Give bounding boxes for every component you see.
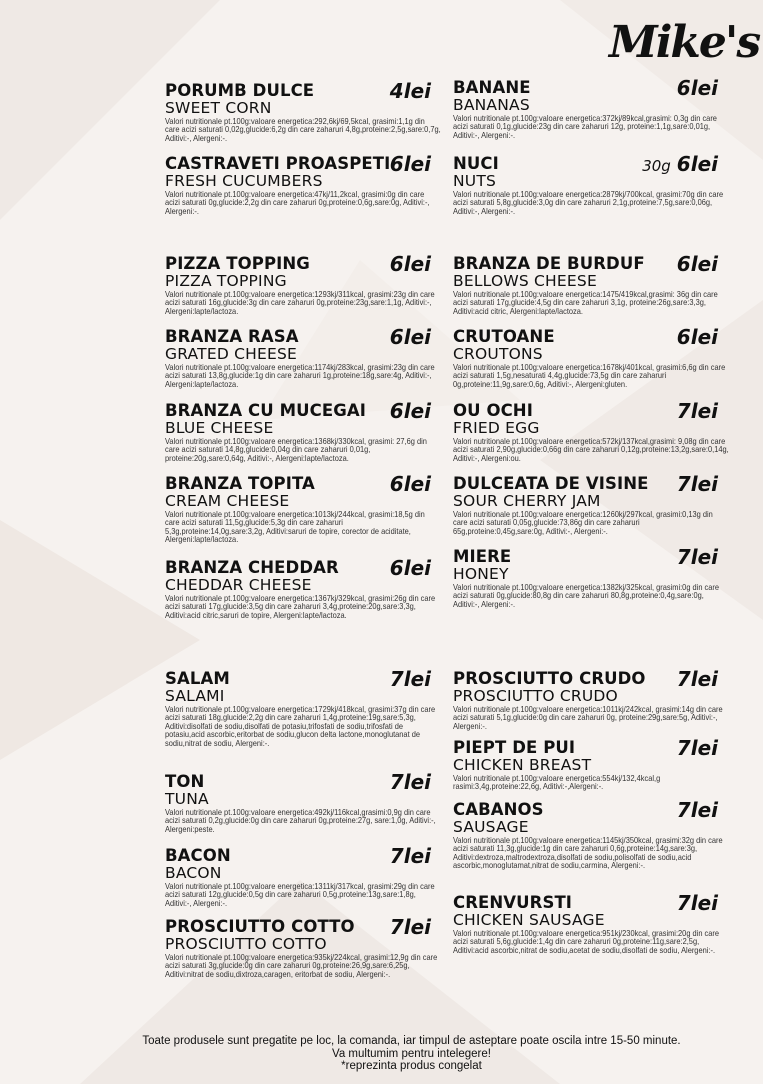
menu-item — [453, 252, 718, 316]
item-english-name: HONEY — [453, 565, 509, 583]
item-english-name: BELLOWS CHEESE — [453, 272, 597, 290]
item-english-name: NUTS — [453, 172, 497, 190]
menu-item — [165, 770, 436, 834]
item-price: 7lei — [676, 891, 718, 915]
footer-line-preparation: Toate produsele sunt pregatite pe loc, la comanda, iar timpul de asteptare poate oscila intre 15-50 minute. — [142, 1035, 681, 1047]
item-price: 7lei — [389, 667, 431, 691]
footer-note — [0, 1035, 763, 1073]
item-english-name: PROSCIUTTO COTTO — [165, 935, 327, 953]
item-price: 6lei — [389, 252, 431, 276]
item-price: 7lei — [676, 667, 718, 691]
item-nutrition: Valori nutritionale pt.100g:valoare energetica:1729kj/418kcal, grasimi:37g din care acizi saturati 18g,glucide:2,2g din care zaharuri 1,4g,proteine:19g,sare:5,3g, Aditivi:disolfati de sodiu,disolfati de potasiu,trifosfati de sodiu,trifosfati de potasiu,acid ascorbic,eritorbat de sodiu,glucon delta lactone,monoglutanat de sodiu,nitrat de sodiu, Alergeni:-. — [165, 705, 436, 748]
item-price: 7lei — [389, 915, 431, 939]
footer-line-thanks: Va multumim pentru intelegere! — [332, 1047, 491, 1060]
menu-item — [165, 325, 435, 389]
item-english-name: CREAM CHEESE — [165, 492, 290, 510]
item-english-name: CROUTONS — [453, 345, 543, 363]
menu-item — [165, 556, 436, 620]
item-name: TON — [165, 772, 205, 791]
menu-item — [453, 472, 718, 536]
item-price: 6lei — [389, 472, 431, 496]
item-name: BRANZA CU MUCEGAI — [165, 401, 366, 420]
menu-item — [165, 79, 441, 143]
menu-item — [165, 252, 435, 316]
menu-item — [165, 667, 436, 748]
item-name: BRANZA DE BURDUF — [453, 254, 645, 273]
item-price: 6lei — [389, 556, 431, 580]
item-name: MIERE — [453, 547, 512, 566]
item-price: 6lei — [676, 325, 718, 349]
menu-item — [453, 399, 729, 463]
item-name: OU OCHI — [453, 401, 533, 420]
footer-line-frozen: *reprezinta produs congelat — [341, 1060, 482, 1072]
menu-item — [453, 736, 718, 792]
item-nutrition: Valori nutritionale pt.100g:valoare energetica:1145kj/350kcal, grasimi:32g din care acizi saturati 11,3g,glucide:1g din care zaharuri 0,6g,proteine:14g,sare:3g, Aditivi:dextroza,maltrodextroza,disolfati de sodiu,polisolfati de sodiu,acid ascorbic,monoglutamat,nitrat de sodiu,carmina, Alergeni:-. — [453, 836, 723, 871]
menu-item — [453, 545, 720, 609]
item-english-name: SAUSAGE — [453, 818, 529, 836]
item-nutrition: Valori nutritionale pt.100g:valoare energetica:1368kj/330kcal, grasimi: 27,6g din care acizi saturati 14,8g,glucide:0,04g din care zaharuri 0,01g, proteine:20g,sare:0,64g, Aditivi:-, Alergeni:lapte/lactoza. — [165, 437, 427, 463]
item-english-name: FRESH CUCUMBERS — [165, 172, 323, 190]
item-english-name: CHEDDAR CHEESE — [165, 576, 312, 594]
item-name: PIZZA TOPPING — [165, 254, 310, 273]
item-price: 7lei — [676, 399, 718, 423]
item-name: PIEPT DE PUI — [453, 738, 576, 757]
item-english-name: BANANAS — [453, 96, 530, 114]
item-english-name: CHICKEN SAUSAGE — [453, 911, 605, 929]
menu-item — [165, 472, 431, 545]
item-nutrition: Valori nutritionale pt.100g:valoare energetica:1311kj/317kcal, grasimi:29g din care acizi saturati 12g,glucide:0,5g din care zaharuri 0,5g,proteine:13g,sare:1,8g, Aditivi:-, Alergeni:-. — [165, 882, 435, 908]
item-nutrition: Valori nutritionale pt.100g:valoare energetica:1011kj/242kcal, grasimi:14g din care acizi saturati 5,1g,glucide:0g din care zaharuri 0g, proteine:29g,sare:5g, Aditivi:-, Alergeni:-. — [453, 705, 723, 731]
item-nutrition: Valori nutritionale pt.100g:valoare energetica:935kj/224kcal, grasimi:12,9g din care acizi saturati 3g,glucide:0g din care zaharuri 0g,proteine:26,9g,sare:6,25g, Aditivi:nitrat de sodiu,dixtroza,caragen, eritorbat de sodiu, Alergeni:-. — [165, 953, 438, 979]
item-nutrition: Valori nutritionale pt.100g:valoare energetica:572kj/137kcal,grasimi: 9,08g din care acizi saturati 2,90g,glucide:0,66g din care zaharuri 0,12g,proteine:13,2g,sare:0,14g, Aditivi:-, Alergeni:ou. — [453, 437, 729, 463]
menu-item — [165, 915, 438, 979]
item-name: BACON — [165, 846, 231, 865]
menu-item — [165, 152, 431, 216]
item-english-name: PROSCIUTTO CRUDO — [453, 687, 618, 705]
menu-item — [453, 325, 726, 389]
item-name: NUCI — [453, 154, 499, 173]
menu-item — [453, 76, 718, 140]
item-english-name: GRATED CHEESE — [165, 345, 297, 363]
item-english-name: SOUR CHERRY JAM — [453, 492, 601, 510]
item-nutrition: Valori nutritionale pt.100g:valoare energetica:1382kj/325kcal, grasimi:0g din care acizi saturati 0g,glucide:80,8g din care zaharuri 80,8g,proteine:0,4g,sare:0g, Aditivi:-, Alergeni:-. — [453, 583, 720, 609]
item-name: BANANE — [453, 78, 531, 97]
item-name: CRENVURSTI — [453, 893, 573, 912]
menu-item — [165, 399, 431, 463]
menu-item — [453, 152, 724, 216]
item-english-name: SALAMI — [165, 687, 225, 705]
item-price: 7lei — [389, 770, 431, 794]
item-price: 7lei — [389, 844, 431, 868]
brand-logo: Mike's — [609, 17, 760, 68]
item-price: 7lei — [676, 545, 718, 569]
item-price-value: 6lei — [676, 152, 718, 176]
item-name: CRUTOANE — [453, 327, 555, 346]
item-nutrition: Valori nutritionale pt.100g:valoare energetica:1367kj/329kcal, grasimi:26g din care acizi saturati 17g,glucide:3,5g din care zaharuri 3,4g,proteine:20g,sare:3,3g, Aditivi:acid citric,saruri de topire, Alergeni:lapte/lactoza. — [165, 594, 436, 620]
item-weight: 30g — [642, 157, 671, 175]
item-nutrition: Valori nutritionale pt.100g:valoare energetica:2879kj/700kcal, grasimi:70g din care acizi saturati 5,8g,glucide:3,0g din care zaharuri 2,1g,proteine:7,5g,sare:0,06g, Aditivi:-, Alergeni:-. — [453, 190, 724, 216]
item-price: 6lei — [389, 152, 431, 176]
item-nutrition: Valori nutritionale pt.100g:valoare energetica:1678kj/401kcal, grasimi:6,6g din care acizi saturati 1,5g,nesaturati 4,4g,glucide:73,5g din care zaharuri 0g,proteine:11,9g,sare:0,6g, Aditivi:-, Alergeni:gluten. — [453, 363, 726, 389]
item-name: BRANZA RASA — [165, 327, 299, 346]
item-name: BRANZA TOPITA — [165, 474, 315, 493]
item-price: 6lei — [676, 252, 718, 276]
item-price — [642, 153, 718, 177]
item-name: BRANZA CHEDDAR — [165, 558, 339, 577]
item-english-name: CHICKEN BREAST — [453, 756, 592, 774]
item-name: CABANOS — [453, 800, 544, 819]
item-name: DULCEATA DE VISINE — [453, 474, 649, 493]
item-nutrition: Valori nutritionale pt.100g:valoare energetica:554kj/132,4kcal,g rasimi:3,4g,proteine:22,6g, Aditivi:-,Alergeni:-. — [453, 774, 661, 792]
item-nutrition: Valori nutritionale pt.100g:valoare energetica:1013kj/244kcal, grasimi:18,5g din care acizi saturati 11,5g,glucide:5,3g din care zaharuri 5,3g,proteine:14,0g,sare:3,2g, Aditivi:saruri de topire, corector de aciditate, Alergeni:lapte/lactoza. — [165, 510, 425, 545]
item-price: 6lei — [389, 399, 431, 423]
item-name: PORUMB DULCE — [165, 81, 315, 100]
item-english-name: PIZZA TOPPING — [165, 272, 287, 290]
item-nutrition: Valori nutritionale pt.100g:valoare energetica:47kj/11,2kcal, grasimi:0g din care acizi saturati 0g,glucide:2,2g din care zaharuri 0g,proteine:0,6g,sare:0g, Aditivi:-, Alergeni:-. — [165, 190, 430, 216]
item-name: SALAM — [165, 669, 230, 688]
item-price: 7lei — [676, 472, 718, 496]
item-english-name: BACON — [165, 864, 222, 882]
menu-item — [453, 798, 723, 871]
item-price: 7lei — [676, 736, 718, 760]
item-english-name: TUNA — [165, 790, 209, 808]
menu-item — [453, 891, 720, 955]
item-english-name: SWEET CORN — [165, 99, 272, 117]
item-nutrition: Valori nutritionale pt.100g:valoare energetica:292,6kj/69,5kcal, grasimi:1,1g din care acizi saturati 0,02g,glucide:6,2g din care zaharuri 4,8g,proteine:2,5g,sare:0,7g, Aditivi:-, Alergeni:-. — [165, 117, 441, 143]
item-english-name: FRIED EGG — [453, 419, 540, 437]
item-nutrition: Valori nutritionale pt.100g:valoare energetica:1293kj/311kcal, grasimi:23g din care acizi saturati 16g,glucide:3g din care zaharuri 0g,proteine:23g,sare:1,1g, Aditivi:-, Alergeni:lapte/lactoza. — [165, 290, 435, 316]
item-nutrition: Valori nutritionale pt.100g:valoare energetica:1260kj/297kcal, grasimi:0,13g din care acizi saturati 0,05g,glucide:73,86g din care zaharuri 65g,proteine:0,45g,sare:0g, Aditivi:-, Alergeni:-. — [453, 510, 713, 536]
item-nutrition: Valori nutritionale pt.100g:valoare energetica:1174kj/283kcal, grasimi:23g din care acizi saturati 13,8g,glucide:1g din care zaharuri 1g,proteine:18g,sare:4g, Aditivi:-, Alergeni:lapte/lactoza. — [165, 363, 435, 389]
item-price: 7lei — [676, 798, 718, 822]
item-nutrition: Valori nutritionale pt.100g:valoare energetica:951kj/230kcal, grasimi:20g din care acizi saturati 5,6g,glucide:1,4g din care zaharuri 0g,proteine:11g,sare:2,5g, Aditivi:acid ascorbic,nitrat de sodiu,acetat de sodiu,disolfati de sodiu, Alergeni:-. — [453, 929, 720, 955]
menu-item — [453, 667, 723, 731]
item-nutrition: Valori nutritionale pt.100g:valoare energetica:372kj/89kcal,grasimi: 0,3g din care acizi saturati 0,1g,glucide:23g din care zaharuri 12g, proteine:1,1g,sare:0,01g, Aditivi:-, Alergeni:-. — [453, 114, 717, 140]
item-name: PROSCIUTTO CRUDO — [453, 669, 646, 688]
menu-item — [165, 844, 435, 908]
item-name: PROSCIUTTO COTTO — [165, 917, 355, 936]
item-nutrition: Valori nutritionale pt.100g:valoare energetica:1475/419kcal,grasimi: 36g din care acizi saturati 17g,glucide:4,5g din care zaharuri 3,1g, proteine:26g,sare:3,3g, Aditivi:acid citric, Alergeni:lapte/lactoza. — [453, 290, 718, 316]
item-price: 4lei — [389, 79, 431, 103]
item-price: 6lei — [389, 325, 431, 349]
item-english-name: BLUE CHEESE — [165, 419, 274, 437]
item-name: CASTRAVETI PROASPETI — [165, 154, 391, 173]
item-nutrition: Valori nutritionale pt.100g:valoare energetica:492kj/116kcal,grasimi:0,9g din care acizi saturati 0,2g,glucide:0g din care zaharuri 0g,proteine:27g, sare:1,0g, Aditivi:-, Alergeni:peste. — [165, 808, 436, 834]
item-price: 6lei — [676, 76, 718, 100]
